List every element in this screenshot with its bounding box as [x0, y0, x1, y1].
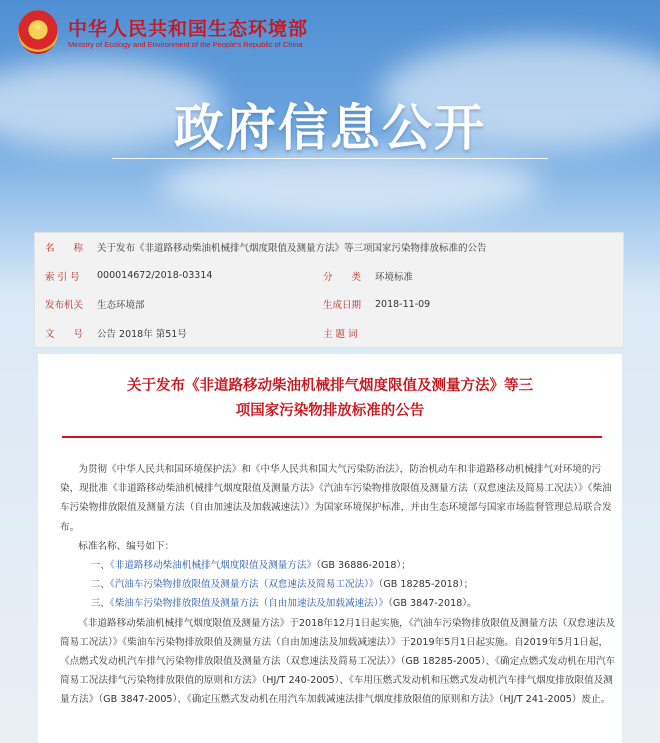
meta-value-name: 关于发布《非道路移动柴油机械排气烟度限值及测量方法》等三项国家污染物排放标准的公告 [97, 243, 487, 255]
meta-label-issuer: 发布机关 [45, 300, 84, 312]
meta-label-docno: 文 号 [45, 328, 84, 340]
meta-row-issuer [35, 290, 623, 319]
standard-item-3 [60, 594, 620, 613]
document-title-divider [62, 436, 602, 438]
meta-value-index: 000014672/2018-03314 [97, 270, 213, 282]
standard-item-2 [60, 575, 620, 594]
site-header [0, 0, 660, 62]
standard-item-1 [60, 556, 620, 575]
item-code: （GB 3847-2018）。 [388, 598, 477, 610]
standard-link-3[interactable]: 《柴油车污染物排放限值及测量方法（自由加速法及加载减速法）》 [109, 598, 389, 610]
meta-label-subject: 主 题 词 [323, 328, 358, 340]
item-number: 一、 [90, 560, 110, 572]
meta-value-docno: 公告 2018年 第51号 [97, 328, 187, 340]
item-code: （GB 18285-2018）； [378, 579, 474, 591]
meta-label-category: 分 类 [323, 271, 362, 283]
paragraph-list-intro: 标准名称、编号如下： [78, 540, 175, 552]
meta-row-docno [35, 319, 623, 348]
standard-link-2[interactable]: 《汽油车污染物排放限值及测量方法（双怠速法及简易工况法）》 [109, 579, 379, 591]
title-divider [112, 158, 548, 159]
document-title-line1: 关于发布《非道路移动柴油机械排气烟度限值及测量方法》等三 [127, 378, 533, 394]
ministry-name-en: Ministry of Ecology and Environment of the People's Republic of China [68, 40, 303, 49]
meta-row-name [35, 233, 623, 262]
ministry-name-cn[interactable]: 中华人民共和国生态环境部 [68, 18, 309, 40]
national-emblem-icon [18, 10, 58, 54]
metadata-table [34, 232, 624, 348]
document-title [38, 374, 622, 424]
meta-value-issuer: 生态环境部 [97, 300, 145, 312]
meta-value-date: 2018-11-09 [375, 298, 431, 310]
meta-value-category: 环境标准 [375, 271, 414, 283]
meta-row-index [35, 262, 623, 291]
document-title-line2: 项国家污染物排放标准的公告 [235, 403, 425, 419]
item-number: 二、 [90, 579, 110, 591]
standard-link-1[interactable]: 《非道路移动柴油机械排气烟度限值及测量方法》 [109, 560, 317, 572]
page-title: 政府信息公开 [174, 99, 486, 157]
paragraph-intro: 为贯彻《中华人民共和国环境保护法》和《中华人民共和国大气污染防治法》，防治机动车和非道路移动机械排气对环境的污染，现批准《非道路移动柴油机械排气烟度限值及测量方法》《汽油车污染物排放限值及测量方法（双怠速法及简易工况法）》《柴油车污染物排放限值及测量方法（自由加速法及加载减速法）》为国家环境保护标准，并由生态环境部与国家市场监督管理总局联合发布。 [60, 464, 612, 533]
meta-label-name: 名 称 [45, 243, 84, 255]
item-number: 三、 [90, 598, 110, 610]
meta-label-date: 生成日期 [323, 300, 362, 312]
meta-label-index: 索 引 号 [45, 271, 80, 283]
document-body [60, 460, 620, 710]
paragraph-implementation: 《非道路移动柴油机械排气烟度限值及测量方法》于2018年12月1日起实施，《汽油车污染物排放限值及测量方法（双怠速法及简易工况法）》《柴油车污染物排放限值及测量方法（自由加速法及加载减速法）》于2019年5月1日起实施。自2019年5月1日起，《点燃式发动机汽车排气污染物排放限值及测量方法（双怠速法及简易工况法）》（GB 18285-2005）、《确定点燃式发动机在用汽车简易工况法排气污染物排放限值的原则和方法》（HJ/T 240-2005）、《车用压燃式发动机和压燃式发动机汽车排气烟度排放限值及测量方法》（GB 3847-2005）、《确定压燃式发动机在用汽车加载减速法排气烟度排放限值的原则和方法》（HJ/T 241-2005）废止。 [60, 617, 616, 706]
document-panel [38, 354, 622, 743]
item-code: （GB 36886-2018）； [316, 560, 411, 572]
